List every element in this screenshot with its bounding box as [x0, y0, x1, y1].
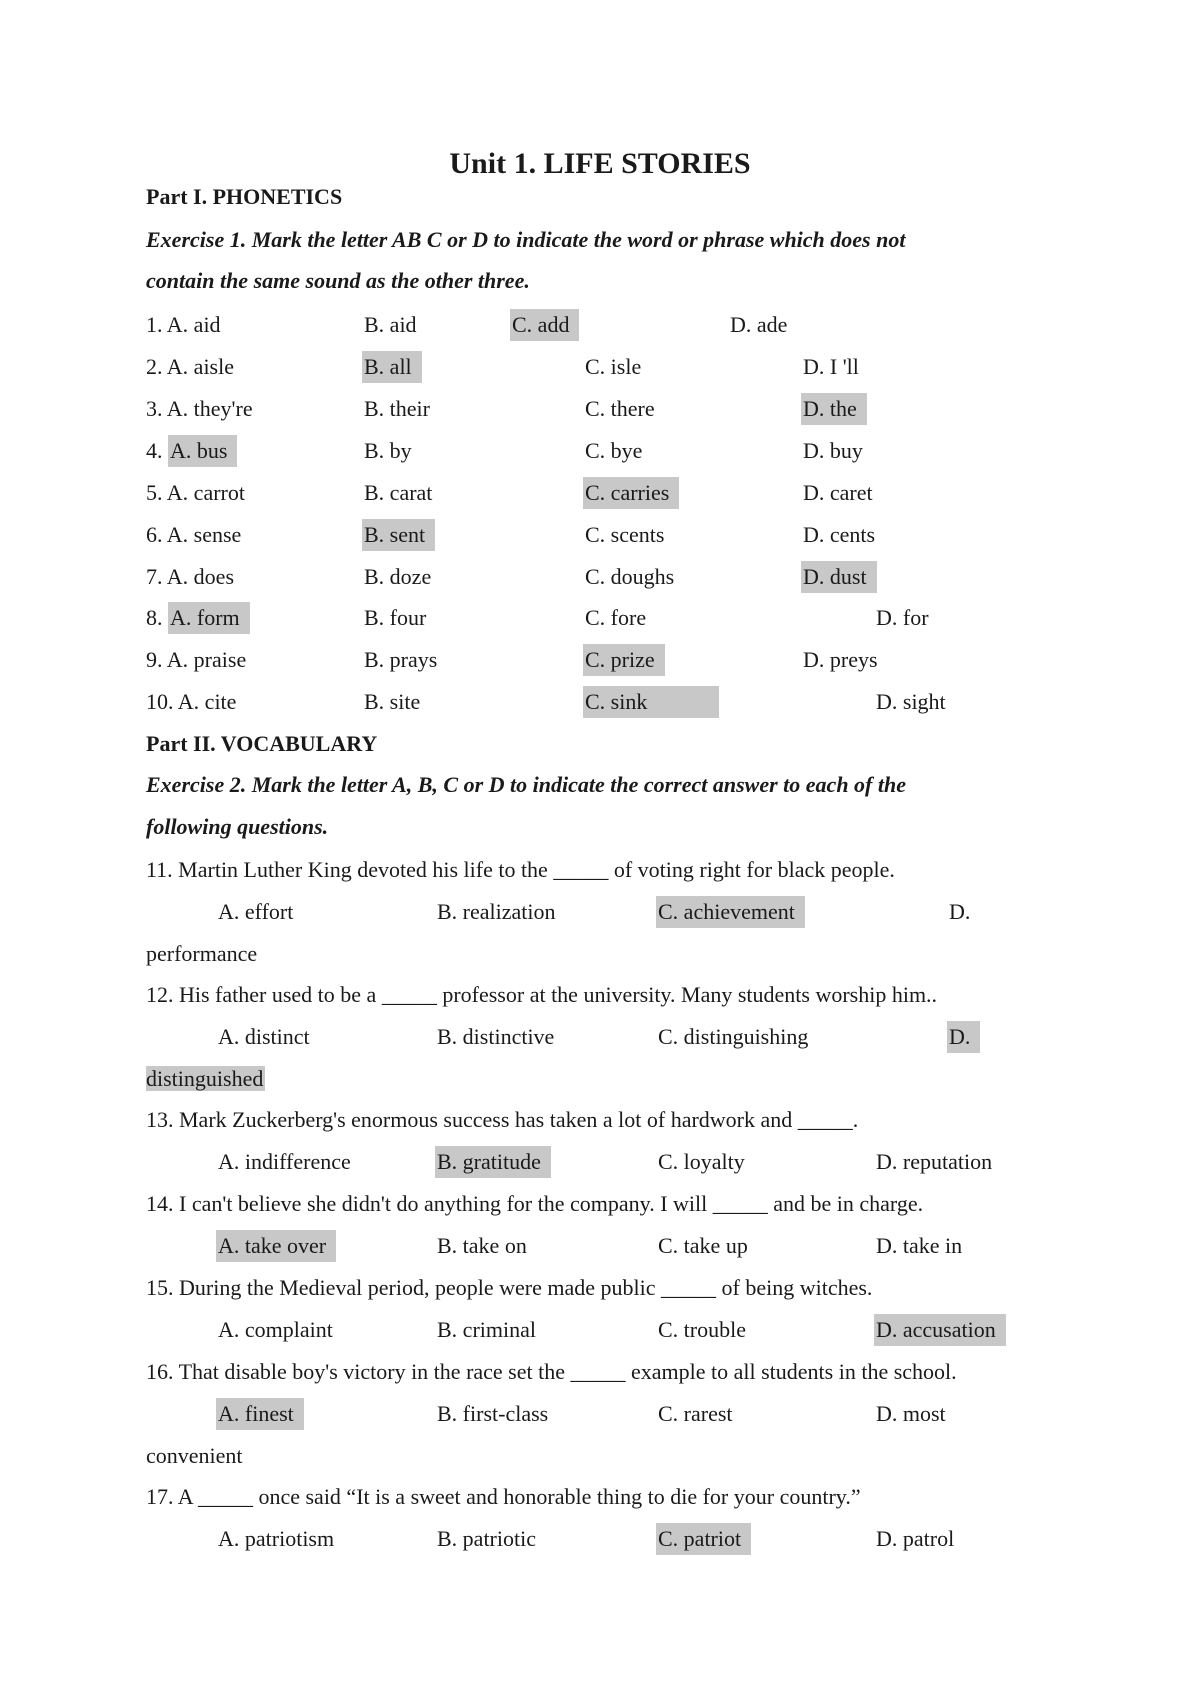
option-c-answer[interactable]: C. carries [583, 477, 679, 509]
option-a[interactable]: A. indifference [218, 1149, 351, 1174]
question-row-9 [0, 644, 1200, 676]
option-b-answer[interactable]: B. gratitude [435, 1146, 551, 1178]
option-a-answer[interactable]: A. finest [216, 1398, 304, 1430]
option-a[interactable]: 1. A. aid [146, 312, 221, 337]
question-12-text: 12. His father used to be a _____ professor at the university. Many students worship him.. [146, 982, 938, 1007]
option-b[interactable]: B. prays [364, 647, 438, 672]
option-d-continuation[interactable]: performance [146, 941, 258, 966]
option-a[interactable]: 9. A. praise [146, 647, 247, 672]
option-c[interactable]: C. rarest [658, 1401, 733, 1426]
option-a[interactable]: 10. A. cite [146, 689, 237, 714]
option-c[interactable]: C. bye [585, 438, 643, 463]
option-b[interactable]: B. take on [437, 1233, 527, 1258]
option-d[interactable]: D. [949, 899, 971, 924]
option-d-answer[interactable]: D. the [801, 393, 867, 425]
question-14-options [0, 1230, 1200, 1262]
option-d[interactable]: D. most [876, 1401, 946, 1426]
option-a[interactable]: 3. A. they're [146, 396, 253, 421]
option-a[interactable]: 7. A. does [146, 564, 234, 589]
option-a[interactable]: A. effort [218, 899, 294, 924]
option-c-answer[interactable]: C. patriot [656, 1523, 751, 1555]
option-b[interactable]: B. criminal [437, 1317, 536, 1342]
option-d[interactable]: D. sight [876, 689, 946, 714]
exercise1-instruction-line1: Exercise 1. Mark the letter AB C or D to indicate the word or phrase which does not [146, 227, 906, 252]
question-16-options [0, 1398, 1200, 1430]
option-c-answer[interactable]: C. add [510, 309, 579, 341]
option-a-answer[interactable]: A. bus [168, 435, 237, 467]
option-b[interactable]: B. site [364, 689, 421, 714]
option-c[interactable]: C. take up [658, 1233, 748, 1258]
option-d-answer-continuation[interactable]: distinguished [146, 1066, 264, 1091]
question-row-6 [0, 519, 1200, 551]
question-row-3 [0, 393, 1200, 425]
option-d[interactable]: D. preys [803, 647, 878, 672]
option-c[interactable]: C. fore [585, 605, 647, 630]
option-d[interactable]: D. for [876, 605, 929, 630]
question-row-1 [0, 309, 1200, 341]
option-c-answer[interactable]: C. sink [583, 686, 719, 718]
option-d[interactable]: D. caret [803, 480, 873, 505]
question-row-4 [0, 435, 1200, 467]
part2-heading: Part II. VOCABULARY [146, 731, 378, 756]
exercise2-instruction-line2: following questions. [146, 814, 329, 839]
option-a[interactable]: A. complaint [218, 1317, 333, 1342]
option-d-answer[interactable]: D. [947, 1021, 980, 1053]
option-a[interactable]: A. patriotism [218, 1526, 335, 1551]
option-b[interactable]: B. four [364, 605, 427, 630]
option-b[interactable]: B. realization [437, 899, 556, 924]
question-16-text: 16. That disable boy's victory in the race set the _____ example to all students in the school. [146, 1359, 957, 1384]
option-d-continuation[interactable]: convenient [146, 1443, 243, 1468]
question-12-options [0, 1021, 1200, 1053]
question-11-text: 11. Martin Luther King devoted his life to the _____ of voting right for black people. [146, 857, 895, 882]
option-a-answer[interactable]: A. form [168, 602, 250, 634]
question-row-10 [0, 686, 1200, 718]
option-c[interactable]: C. distinguishing [658, 1024, 809, 1049]
option-d[interactable]: D. cents [803, 522, 876, 547]
option-a-number: 8. [146, 605, 163, 630]
question-row-7 [0, 561, 1200, 593]
option-c[interactable]: C. loyalty [658, 1149, 745, 1174]
option-c[interactable]: C. there [585, 396, 655, 421]
option-b[interactable]: B. their [364, 396, 430, 421]
question-17-text: 17. A _____ once said “It is a sweet and honorable thing to die for your country.” [146, 1484, 861, 1509]
option-c[interactable]: C. scents [585, 522, 665, 547]
option-d[interactable]: D. ade [730, 312, 788, 337]
question-15-options [0, 1314, 1200, 1346]
option-b[interactable]: B. doze [364, 564, 432, 589]
option-b-answer[interactable]: B. sent [362, 519, 435, 551]
part1-heading: Part I. PHONETICS [146, 184, 343, 209]
exercise2-instruction-line1: Exercise 2. Mark the letter A, B, C or D to indicate the correct answer to each of the [146, 772, 906, 797]
option-a-answer[interactable]: A. take over [216, 1230, 336, 1262]
exercise1-instruction-line2: contain the same sound as the other three. [146, 268, 530, 293]
option-b[interactable]: B. by [364, 438, 412, 463]
option-c-answer[interactable]: C. prize [583, 644, 665, 676]
option-d[interactable]: D. reputation [876, 1149, 993, 1174]
question-13-options [0, 1146, 1200, 1178]
option-d[interactable]: D. take in [876, 1233, 963, 1258]
option-a[interactable]: 5. A. carrot [146, 480, 245, 505]
option-d-continuation[interactable] [146, 1064, 265, 1094]
question-13-text: 13. Mark Zuckerberg's enormous success has taken a lot of hardwork and _____. [146, 1107, 859, 1132]
option-b[interactable]: B. aid [364, 312, 417, 337]
option-b[interactable]: B. first-class [437, 1401, 549, 1426]
option-b[interactable]: B. distinctive [437, 1024, 555, 1049]
question-11-options [0, 896, 1200, 928]
option-d-answer[interactable]: D. accusation [874, 1314, 1006, 1346]
question-15-text: 15. During the Medieval period, people were made public _____ of being witches. [146, 1275, 873, 1300]
option-d[interactable]: D. I 'll [803, 354, 859, 379]
option-d[interactable]: D. buy [803, 438, 863, 463]
option-d[interactable]: D. patrol [876, 1526, 955, 1551]
option-b[interactable]: B. carat [364, 480, 433, 505]
question-row-2 [0, 351, 1200, 383]
question-14-text: 14. I can't believe she didn't do anything for the company. I will _____ and be in charge. [146, 1191, 924, 1216]
option-a[interactable]: 2. A. aisle [146, 354, 234, 379]
option-a[interactable]: 6. A. sense [146, 522, 242, 547]
question-17-options [0, 1523, 1200, 1555]
option-c[interactable]: C. trouble [658, 1317, 746, 1342]
question-row-8 [0, 602, 1200, 634]
question-row-5 [0, 477, 1200, 509]
option-c-answer[interactable]: C. achievement [656, 896, 805, 928]
option-b-answer[interactable]: B. all [362, 351, 422, 383]
option-c[interactable]: C. isle [585, 354, 642, 379]
option-d-answer[interactable]: D. dust [801, 561, 877, 593]
option-c[interactable]: C. doughs [585, 564, 675, 589]
option-a-number: 4. [146, 438, 163, 463]
option-b[interactable]: B. patriotic [437, 1526, 536, 1551]
page-title: Unit 1. LIFE STORIES [449, 147, 751, 180]
option-a[interactable]: A. distinct [218, 1024, 310, 1049]
